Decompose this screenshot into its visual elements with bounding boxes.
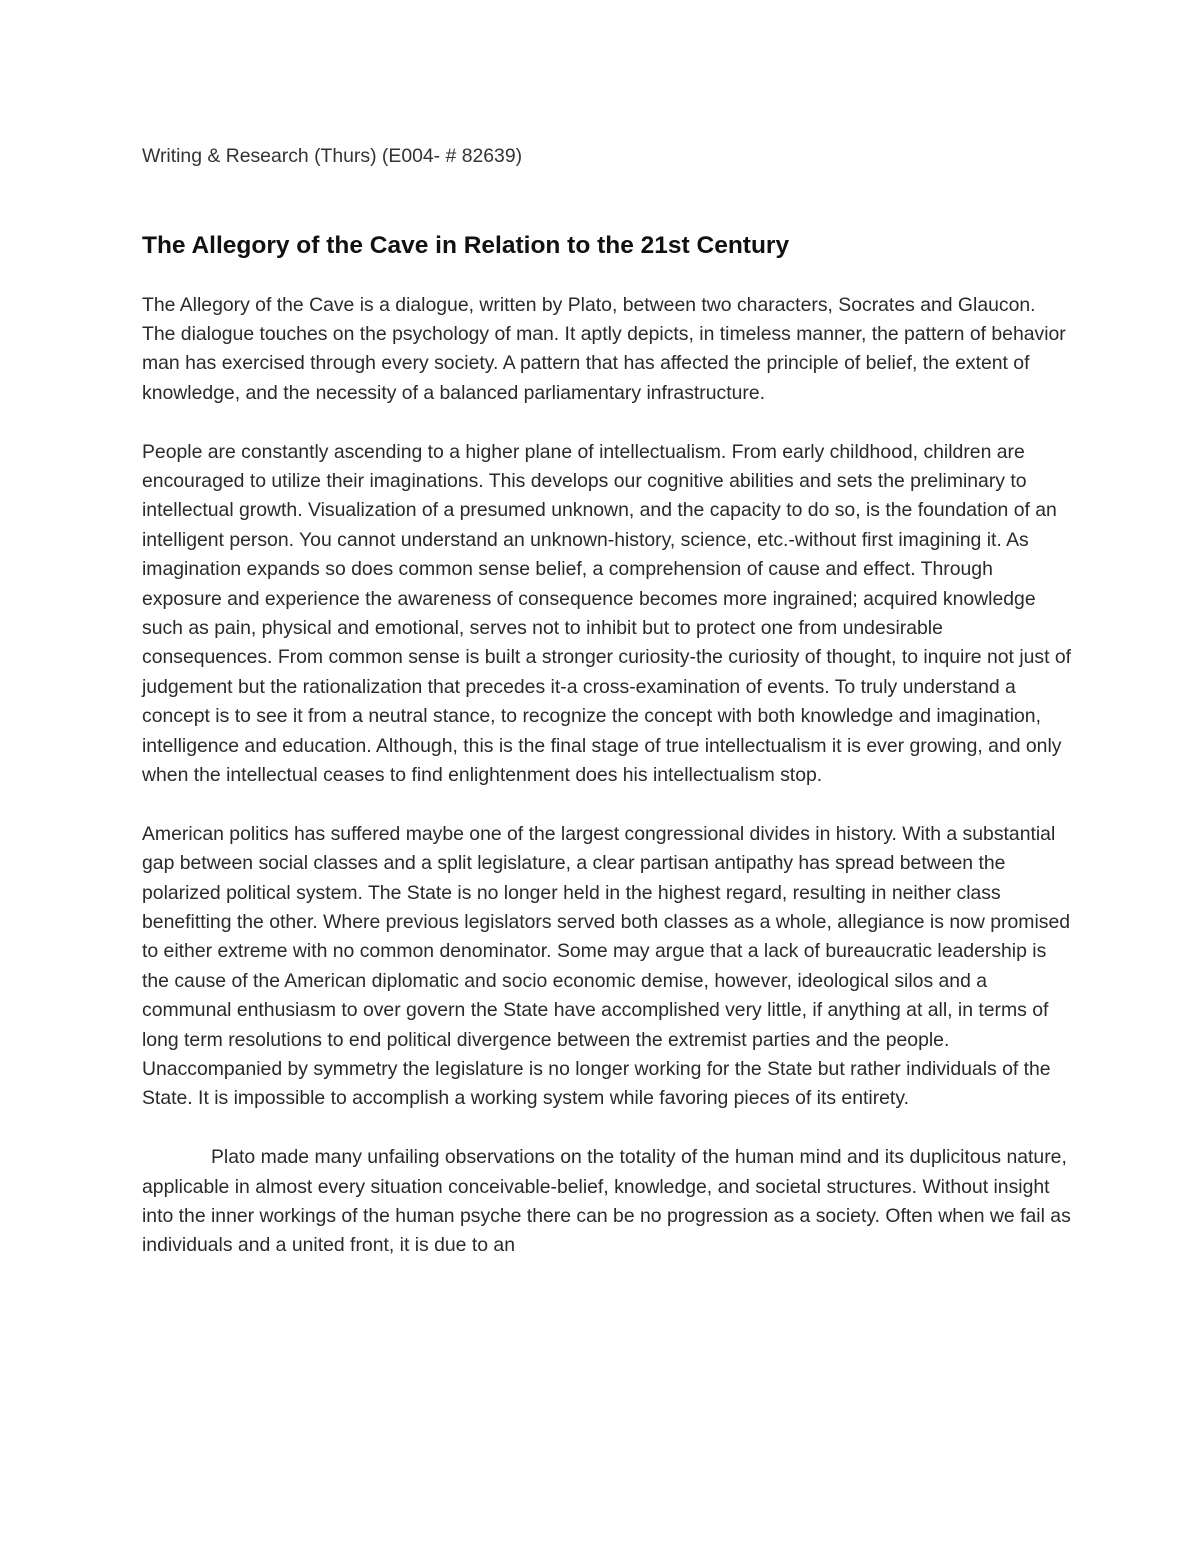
paragraph-3: American politics has suffered maybe one of the largest congressional divides in history. With a substantial gap between social classes and a split legislature, a clear partisan antipathy has spread between the polarized political system. The State is no longer held in the highest regard, resulting in neither class benefitting the other. Where previous legislators served both classes as a whole, allegiance is now promised to either extreme with no common denominator. Some may argue that a lack of bureaucratic leadership is the cause of the American diplomatic and socio economic demise, however, ideological silos and a communal enthusiasm to over govern the State have accomplished very little, if anything at all, in terms of long term resolutions to end political divergence between the extremist parties and the people. Unaccompanied by symmetry the legislature is no longer working for the State but rather individuals of the State. It is impossible to accomplish a working system while favoring pieces of its entirety.: [142, 822, 1071, 1110]
course-header: Writing & Research (Thurs) (E004- # 82639): [142, 145, 523, 167]
paragraph-2: People are constantly ascending to a higher plane of intellectualism. From early childhood, children are encouraged to utilize their imaginations. This develops our cognitive abilities and sets the preliminary to intellectual growth. Visualization of a presumed unknown, and the capacity to do so, is the foundation of an intelligent person. You cannot understand an unknown-history, science, etc.-without first imagining it. As imagination expands so does common sense belief, a comprehension of cause and effect. Through exposure and experience the awareness of consequence becomes more ingrained; acquired knowledge such as pain, physical and emotional, serves not to inhibit but to protect one from undesirable consequences. From common sense is built a stronger curiosity-the curiosity of thought, to inquire not just of judgement but the rationalization that precedes it-a cross-examination of events. To truly understand a concept is to see it from a neutral stance, to recognize the concept with both knowledge and imagination, intelligence and education. Although, this is the final stage of true intellectualism it is ever growing, and only when the intellectual ceases to find enlightenment does his intellectualism stop.: [142, 440, 1072, 786]
paragraph-4: Plato made many unfailing observations on the totality of the human mind and its duplicitous nature, applicable in almost every situation conceivable-belief, knowledge, and societal structures. Without insight into the inner workings of the human psyche there can be no progression as a society. Often when we fail as individuals and a united front, it is due to an: [142, 1146, 1071, 1257]
document-body: [142, 142, 1072, 1261]
document-title: The Allegory of the Cave in Relation to the 21st Century: [142, 231, 790, 259]
paragraph-1: The Allegory of the Cave is a dialogue, written by Plato, between two characters, Socrates and Glaucon. The dialogue touches on the psychology of man. It aptly depicts, in timeless manner, the pattern of behavior man has exercised through every society. A pattern that has affected the principle of belief, the extent of knowledge, and the necessity of a balanced parliamentary infrastructure.: [142, 293, 1066, 404]
